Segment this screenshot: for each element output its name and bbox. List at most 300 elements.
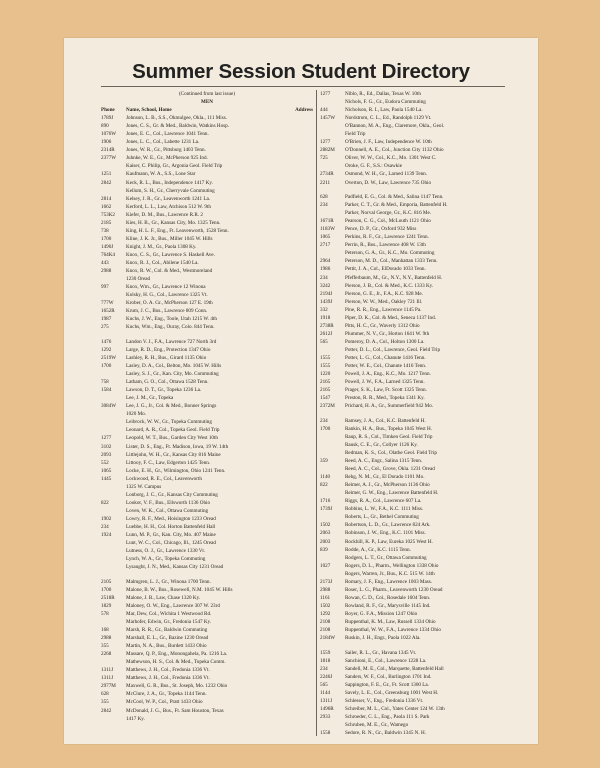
entry-text: Jones, L. C., Col., Labette 1231 La.: [126, 139, 200, 146]
directory-entry: [101, 707, 313, 715]
directory-entry: [101, 410, 313, 418]
entry-phone: 890: [101, 123, 109, 130]
entry-phone: [101, 410, 126, 418]
entry-text: Rehg, N. M., Gr., El Dorado 1101 Mo.: [345, 474, 425, 481]
entry-text: Perrin, R., Bus., Lawrence 408 W. 13th: [345, 242, 426, 249]
entry-phone: 2518R: [101, 594, 115, 601]
directory-entry: [101, 586, 313, 594]
entry-phone: [320, 441, 345, 449]
directory-entry: [101, 483, 313, 491]
entry-phone: [320, 513, 345, 521]
entry-phone: 3102: [101, 443, 112, 450]
entry-text: Landon V. J., F.A., Lawrence 727 North 3rd: [126, 338, 217, 345]
entry-phone: 275: [101, 324, 109, 331]
entry-text: Perkins, R. F., Gr., Lawrence 1241 Tenn.: [345, 234, 429, 241]
directory-entry: [320, 473, 509, 481]
entry-phone: 2314R: [101, 147, 115, 154]
entry-phone: 1986: [320, 266, 331, 273]
entry-text: Pfefferbaum, M., Gr., N.Y., N.Y., Battenfeld H.: [345, 274, 443, 281]
directory-entry: [101, 203, 313, 211]
directory-entry: [101, 195, 313, 203]
entry-phone: 1924: [101, 532, 112, 539]
directory-entry: [320, 402, 509, 410]
entry-text: Rowan, C. D., Col., Rosedale 1604 Tenn.: [345, 594, 431, 601]
entry-phone: [101, 187, 126, 195]
directory-entry: [101, 170, 313, 178]
entry-phone: 1700: [101, 586, 112, 593]
entry-phone: 764K4: [101, 251, 115, 258]
directory-entry: [101, 507, 313, 515]
entry-phone: 2165: [320, 387, 331, 394]
entry-phone: 1906: [101, 139, 112, 146]
entry-text: Kuchs, J. W., Eng., Toole, Utah 1215 W. 4th: [126, 316, 217, 323]
directory-entry: [320, 162, 509, 170]
entry-text: Malone, J. B., Law, Chase 1320 Ky.: [126, 594, 201, 601]
entry-phone: [101, 483, 126, 491]
entry-phone: 2372M: [320, 403, 335, 410]
entry-phone: [101, 547, 126, 555]
entry-phone: 1277: [101, 435, 112, 442]
directory-entry: [101, 555, 313, 563]
directory-entry: [320, 489, 509, 497]
entry-phone: 1818: [320, 657, 331, 664]
entry-text: Sandell, M. E., Col., Marquette, Battenfeld Hall: [345, 665, 444, 672]
directory-entry: [320, 618, 509, 626]
entry-phone: 2063: [320, 530, 331, 537]
entry-phone: 2519W: [101, 355, 117, 361]
entry-text: O'Bannon, M. A., Eng., Claremore, Okla., Geol.: [345, 123, 445, 130]
entry-phone: 1311J: [101, 675, 114, 682]
entry-text: Ramsey, J. A., Col., K.C. Battenfeld H.: [345, 417, 426, 424]
entry-text: Roberts, L., Gr., Bethel Commuting: [345, 514, 419, 521]
entry-text: Prager, S. K., Law, Ft. Scott 1325 Tenn.: [345, 387, 427, 394]
entry-phone: 1144: [320, 689, 331, 696]
directory-entry: [101, 307, 313, 315]
directory-entry: [320, 697, 509, 705]
entry-text: Sappington, F. E., Gr., Ft. Scott 1300 La.: [345, 681, 429, 688]
directory-entry: [101, 563, 313, 571]
entry-text: Knox, R. W., Col. & Med., Westmoreland: [126, 268, 213, 275]
entry-text: Nordstrom, C. L., Ed., Randolph 1129 Vt.: [345, 115, 432, 122]
title-rule: [101, 86, 505, 87]
entry-phone: 1902: [101, 515, 112, 522]
entry-text: Schlesser, V., Eng., Fredonia 1336 Vt.: [345, 697, 424, 704]
directory-entry: [101, 539, 313, 547]
entry-text: Kaiser, C. Philip, Gr., Argonia Geol. Field Trip: [126, 163, 223, 170]
entry-phone: [101, 563, 126, 571]
entry-text: McDonald, J. G., Bus., Ft. Sam Houston, Texas: [126, 707, 224, 714]
directory-entry: [101, 434, 313, 442]
entry-text: Robertson, L. D., Gr., Lawrence 824 Ark.: [345, 522, 431, 529]
entry-phone: [101, 370, 126, 378]
entry-text: Schruben, M. E., Gr., Wamego: [345, 722, 409, 729]
entry-text: Lowry, R. F., Med., Hoisington 1233 Oread: [126, 515, 216, 522]
entry-text: Kolsky, H. G., Col., Lawrence 1325 Vt.: [126, 292, 208, 299]
entry-phone: [320, 449, 345, 457]
entry-phone: [320, 162, 345, 170]
entry-text: Rankin, H. A., Bus., Topeka 1045 West H.: [345, 425, 432, 432]
entry-text: Roser, L. G., Pharm., Leavenworth 1230 Oread: [345, 586, 443, 593]
directory-entry: [101, 443, 313, 451]
entry-text: Large, R. D., Eng., Protection 1347 Ohio: [126, 346, 211, 353]
directory-entry: [101, 674, 313, 682]
entry-phone: 1220: [320, 371, 331, 378]
directory-entry: [101, 650, 313, 658]
entry-text: Malmgren, L. J., Gr., Winona 1700 Tenn.: [126, 578, 211, 585]
directory-entry: [320, 241, 509, 249]
entry-phone: 578: [101, 610, 109, 617]
entry-phone: 355: [101, 643, 109, 650]
entry-phone: 738: [101, 227, 109, 234]
directory-entry: [320, 225, 509, 233]
directory-entry: [320, 257, 509, 265]
directory-entry: [101, 426, 313, 434]
entry-text: Piper, D. K., Col. & Med., Seneca 1137 Ind.: [345, 314, 436, 321]
entry-text: Martin, N. A., Bus., Burdett 1433 Ohio: [126, 643, 207, 650]
directory-entry: [101, 243, 313, 251]
entry-text: Reimer, A. J., Gr., McPherson 1136 Ohio: [345, 482, 430, 489]
entry-phone: 2842: [101, 707, 112, 714]
directory-entry: [101, 467, 313, 475]
entry-text: Kaufmann, W. A., S.S., Lone Star: [126, 171, 196, 178]
entry-phone: 1311J: [320, 697, 333, 704]
entry-text: Kellum, S. H., Gr., Cherryvale Commuting: [126, 187, 215, 194]
entry-phone: 1292: [101, 346, 112, 353]
directory-entry: [320, 602, 509, 610]
entry-text: Latham, G. O., Col., Ottawa 1528 Tenn.: [126, 379, 209, 386]
entry-text: Lockwood, R. E., Col., Leavenworth: [126, 475, 202, 482]
entry-phone: 1716: [320, 498, 331, 505]
directory-entry: [101, 211, 313, 219]
entry-phone: 1829: [101, 602, 112, 609]
entry-text: Jones, C. S., Gr. & Med., Baldwin, Watkins Hosp.: [126, 123, 230, 130]
entry-text: Parker, C. T., Gr. & Med., Emporia, Battenfeld H.: [345, 202, 448, 209]
entry-text: Field Trip: [345, 131, 366, 138]
entry-text: Savely, L. E., Col., Greensburg 1001 West H.: [345, 689, 439, 696]
entry-text: Knox, R. J., Col., Abilene 1540 La.: [126, 259, 199, 266]
entry-text: Lunt, W. C., Col., Chicago, Ill., 1245 Oread: [126, 540, 216, 547]
entry-phone: 2093: [101, 451, 112, 458]
entry-text: Jones, E. C., Col., Lawrence 1041 Tenn.: [126, 131, 209, 138]
entry-text: Kuchs, Wm., Eng., Ouray, Colo. 844 Tenn.: [126, 324, 215, 331]
entry-text: Lashley, R. H., Bus., Girard 1135 Ohio: [126, 355, 207, 361]
entry-text: Kerford, L. L., Law, Atchison 512 W. 9th: [126, 203, 211, 210]
entry-text: Knox, C. S., Gr., Lawrence S. Haskell Ave.: [126, 251, 215, 258]
entry-text: Luebbe, H. H., Col. Horton Battenfeld Hall: [126, 523, 216, 530]
entry-text: Peterson, G. A., Gr., K.C., Mo. Commuting: [345, 250, 435, 257]
entry-text: Rausk, C. E., Gr., Collyer 1126 Ky.: [345, 441, 418, 448]
entry-text: Locke, E. H., Gr., Wilmington, Ohio 1241 Tenn.: [126, 467, 226, 474]
entry-text: Lunn, M. P., Gr., Kan. City, Mo. 407 Maine: [126, 532, 216, 539]
entry-text: Ruppenthal, W. W., F.A., Lawrence 1334 Ohio: [345, 627, 441, 634]
directory-entry: [320, 481, 509, 489]
entry-text: Powell, J. W., F.A., Larned 1325 Tenn.: [345, 379, 425, 386]
entry-phone: 2377W: [101, 155, 117, 162]
directory-entry: [320, 233, 509, 241]
entry-text: Potter, L. G., Col., Chanute 1416 Tenn.: [345, 355, 426, 361]
entry-text: Leibrock, W. W., Gr., Topeka Commuting: [126, 419, 212, 426]
entry-phone: 1547: [320, 395, 331, 402]
entry-phone: 2184W: [320, 635, 336, 642]
entry-phone: [101, 426, 126, 434]
entry-phone: [101, 507, 126, 515]
entry-text: 1020 Mo.: [126, 411, 146, 418]
entry-text: Lister, D. S., Eng., Ft. Madison, Iowa, 19 W. 14th: [126, 443, 229, 450]
directory-entry: [101, 658, 313, 666]
directory-entry: [101, 578, 313, 586]
entry-phone: 234: [101, 523, 109, 530]
entry-phone: 234: [320, 202, 328, 209]
directory-entry: [101, 370, 313, 378]
directory-entry: [320, 201, 509, 209]
directory-entry: [101, 275, 313, 283]
directory-page: [64, 38, 538, 744]
entry-phone: [320, 554, 345, 562]
entry-phone: 2977M: [101, 683, 116, 690]
directory-entry: [101, 499, 313, 507]
entry-phone: 2988: [320, 586, 331, 593]
directory-entry: [320, 274, 509, 282]
entry-text: Osmond, W. H., Gr., Larned 1139 Tenn.: [345, 171, 428, 178]
directory-entry: [101, 602, 313, 610]
entry-text: Oliver, W. W., Col., K.C., Mo. 1301 West C.: [345, 155, 437, 162]
directory-entry: [101, 642, 313, 650]
entry-phone: [320, 122, 345, 130]
directory-entry: [101, 187, 313, 195]
entry-phone: 1700: [320, 425, 331, 432]
directory-entry: [101, 682, 313, 690]
directory-entry: [101, 354, 313, 362]
directory-entry: [101, 451, 313, 459]
directory-entry: [101, 299, 313, 307]
entry-text: Sailer, R. L., Gr., Havana 1345 Vt.: [345, 649, 417, 656]
entry-text: Pearson, C. G., Col., McLouth 1121 Ohio: [345, 218, 431, 225]
entry-text: Reed, A. C., Engr., Salina 1315 Tenn.: [345, 458, 423, 465]
entry-phone: 1652R: [101, 308, 115, 315]
entry-text: 1325 W. Campus: [126, 483, 162, 490]
entry-text: Redman, K. S., Col., Olathe Geol. Field Trip: [345, 450, 437, 457]
directory-entry: [320, 138, 509, 146]
entry-text: Rodde, A., Gr., K.C. 1115 Tenn.: [345, 546, 411, 553]
entry-text: Nicholson, R. I., Law, Paola 1540 La.: [345, 107, 423, 114]
continued-note: (Continued from last issue): [178, 91, 236, 97]
directory-entry: [320, 634, 509, 642]
entry-phone: 2105: [101, 578, 112, 585]
entry-phone: 2717: [320, 242, 331, 249]
entry-text: Reimer, G. W., Eng., Lawrence Battenfeld H.: [345, 490, 439, 497]
directory-entry: [320, 193, 509, 201]
entry-phone: 2268: [101, 651, 112, 658]
entry-phone: 1476: [101, 338, 112, 345]
entry-phone: 2988: [101, 268, 112, 275]
entry-text: Rogers, D. L., Pharm., Wellington 1338 Ohio: [345, 562, 439, 569]
directory-entry: [320, 529, 509, 537]
entry-text: Reed, A. C., Col., Grove, Okla. 1231 Oread: [345, 466, 435, 473]
entry-text: Preston, R. R., Med., Topeka 1341 Ky.: [345, 395, 425, 402]
entry-text: Keck, R. L., Bus., Independence 1417 Ky.: [126, 179, 213, 186]
entry-text: Ruppenthal, K. M., Law, Russell 1334 Ohio: [345, 619, 436, 625]
entry-phone: 2738R: [320, 322, 334, 329]
directory-entry: [320, 689, 509, 697]
entry-phone: [101, 658, 126, 666]
entry-phone: [101, 618, 126, 626]
directory-entry: [320, 505, 509, 513]
entry-phone: 1457W: [320, 115, 336, 122]
directory-entry: [101, 418, 313, 426]
directory-entry: [101, 259, 313, 267]
entry-text: O'Brien, J. F., Law, Independence W. 10th: [345, 139, 432, 146]
directory-entry: [101, 219, 313, 227]
entry-phone: [320, 130, 345, 138]
entry-phone: [320, 570, 345, 578]
directory-entry: [101, 122, 313, 130]
entry-text: Krober, O. A. Gr., McPherson 127 E. 19th: [126, 300, 213, 307]
entry-phone: [320, 465, 345, 473]
entry-text: Sanchioni, E., Col., Lawrence 1228 La.: [345, 657, 427, 664]
entry-text: Marsh, R. R., Gr., Baldwin Commuting: [126, 627, 208, 634]
directory-entry: [101, 394, 313, 402]
entry-text: Parker, Norval George, Gr., K.C. 816 Me.: [345, 210, 432, 217]
entry-text: Krum, J. C., Bus., Lawrence 809 Conn.: [126, 308, 208, 315]
entry-phone: 1559: [320, 649, 331, 656]
entry-text: Littlejohn, W. H., Gr., Kansas City 816 Maine: [126, 451, 221, 458]
directory-entry: [320, 513, 509, 521]
entry-phone: 2246J: [320, 673, 333, 680]
entry-text: Potter, W. E., Col., Chanute 1416 Tenn.: [345, 363, 427, 370]
entry-phone: [101, 275, 126, 283]
entry-text: Schroeder, C. L., Eng., Paola 111 S. Park: [345, 714, 430, 721]
directory-entry: [320, 378, 509, 386]
directory-entry: [320, 322, 509, 330]
entry-text: Lysaught, J. N., Med., Kansas City 1231 Oread: [126, 564, 224, 571]
entry-phone: 359: [320, 458, 328, 465]
directory-entry: [320, 665, 509, 673]
entry-phone: [101, 291, 126, 299]
entry-text: Raup, R. S., Col., Timken Geol. Field Trip: [345, 433, 433, 440]
entry-text: Pierson, W. W., Med., Oakley 721 Ill.: [345, 298, 423, 305]
entry-phone: 725: [320, 155, 328, 162]
entry-text: Lasley, S. J., Gr., Kan. City, Mo. Commuting: [126, 371, 219, 378]
directory-entry: [101, 291, 313, 299]
entry-text: Matthews, J. H., Col., Fredonia 1336 Vt.: [126, 675, 210, 682]
entry-phone: 1671R: [320, 218, 334, 225]
entry-phone: 1277: [320, 139, 331, 146]
entry-phone: 628: [320, 194, 328, 201]
page-title: Summer Session Student Directory: [132, 60, 470, 83]
entry-text: Mar, Dew, Col., Wichita 1 Westwood Rd.: [126, 610, 212, 617]
directory-entry: [320, 298, 509, 306]
directory-entry: [101, 523, 313, 531]
entry-phone: 2842: [101, 179, 112, 186]
entry-phone: 1251: [101, 171, 112, 178]
entry-text: Jones, W. R., Gr., Pittsburg 1403 Tenn.: [126, 147, 206, 154]
entry-text: Rodgers, L. T., Gr., Ottawa Commuting: [345, 554, 427, 561]
entry-text: Pierson, J. B., Col. & Med., K.C. 1333 Ky.: [345, 282, 434, 289]
entry-text: Mathewson, H. S., Col. & Med., Topeka Comm.: [126, 659, 226, 666]
header-phone: Phone: [101, 107, 115, 114]
directory-entry: [320, 546, 509, 554]
directory-entry: [320, 657, 509, 665]
entry-phone: 2173J: [320, 578, 333, 585]
entry-text: Nichols, F. G., Gr., Eudora Commuting: [345, 99, 426, 106]
entry-text: Massare, Q. P., Eng., Monongahela, Pa. 1216 La.: [126, 651, 228, 658]
entry-text: Lee, J. M., Gr., Topeka: [126, 395, 174, 402]
entry-text: Pettit, J. A., Col., ElDorado 1033 Tenn.: [345, 266, 426, 273]
directory-entry: [101, 378, 313, 386]
header-address: Address: [295, 107, 313, 114]
entry-phone: [101, 418, 126, 426]
entry-text: Sedore, R. N., Gr., Baldwin 1345 N. H.: [345, 730, 426, 737]
directory-entry: [320, 497, 509, 505]
directory-entry: [101, 386, 313, 394]
entry-text: Rockhill, K. P., Law, Eureka 1025 West H.: [345, 538, 433, 545]
entry-phone: 1183W: [320, 226, 335, 233]
entry-phone: 822: [320, 482, 328, 489]
directory-entry: [101, 402, 313, 410]
directory-entry: [101, 362, 313, 370]
entry-phone: [320, 721, 345, 729]
entry-phone: 2165: [320, 379, 331, 386]
directory-entry: [320, 346, 509, 354]
entry-phone: 1555: [320, 355, 331, 361]
entry-phone: 2211: [320, 179, 331, 186]
entry-phone: 758: [101, 379, 109, 386]
directory-entry: [101, 547, 313, 555]
directory-entry: [101, 475, 313, 483]
directory-entry: [320, 282, 509, 290]
entry-phone: [101, 715, 126, 723]
entry-text: Sanders, W. F., Col., Burlington 1701 Ind.: [345, 673, 432, 680]
directory-entry: [320, 106, 509, 114]
entry-phone: 565: [320, 338, 328, 345]
entry-text: Lawson, D. T., Gr., Topeka 1236 La.: [126, 387, 202, 394]
entry-phone: 1502: [320, 522, 331, 529]
entry-phone: 1558: [320, 730, 331, 737]
directory-entry: [320, 290, 509, 298]
entry-phone: 2988: [101, 635, 112, 642]
entry-phone: 2612J: [320, 330, 333, 337]
entry-phone: 1490J: [101, 243, 114, 250]
entry-text: Niblo, R., Ed., Dallas, Texas W. 10th: [345, 91, 421, 97]
directory-entry: [101, 114, 313, 122]
section-label: MEN: [201, 99, 213, 106]
entry-phone: 628: [101, 691, 109, 698]
directory-entry: [320, 170, 509, 178]
entry-text: Kline, J. K. Jr., Bus., Miller 1045 W. Hills: [126, 235, 213, 242]
entry-phone: 1789J: [101, 115, 114, 122]
entry-text: 1230 Oread: [126, 276, 151, 283]
directory-entry: [101, 594, 313, 602]
entry-text: Lookot, V. F., Bus., Ellsworth 1136 Ohio: [126, 499, 211, 506]
entry-phone: 1700: [101, 235, 112, 242]
entry-phone: 839: [320, 546, 328, 553]
directory-entry: [101, 283, 313, 291]
directory-entry: [101, 515, 313, 523]
directory-entry: [320, 705, 509, 713]
entry-phone: 443: [101, 259, 109, 266]
directory-entry: [320, 570, 509, 578]
entry-phone: [320, 98, 345, 106]
entry-phone: [320, 249, 345, 257]
directory-entry: [320, 386, 509, 394]
directory-entry: [320, 179, 509, 187]
entry-text: Pence, D. P., Gr., Oxford 932 Miss: [345, 226, 417, 233]
entry-text: Leonard, A. R., Col., Topeka Geol. Field Trip: [126, 427, 220, 434]
entry-text: Johnson, L. B., S.S., Okmulgee, Okla., 111 Miss.: [126, 115, 228, 122]
entry-text: Romary, J. F., Eng., Lawrence 1003 Mass.: [345, 578, 433, 585]
directory-entry: [320, 338, 509, 346]
directory-entry: [101, 227, 313, 235]
